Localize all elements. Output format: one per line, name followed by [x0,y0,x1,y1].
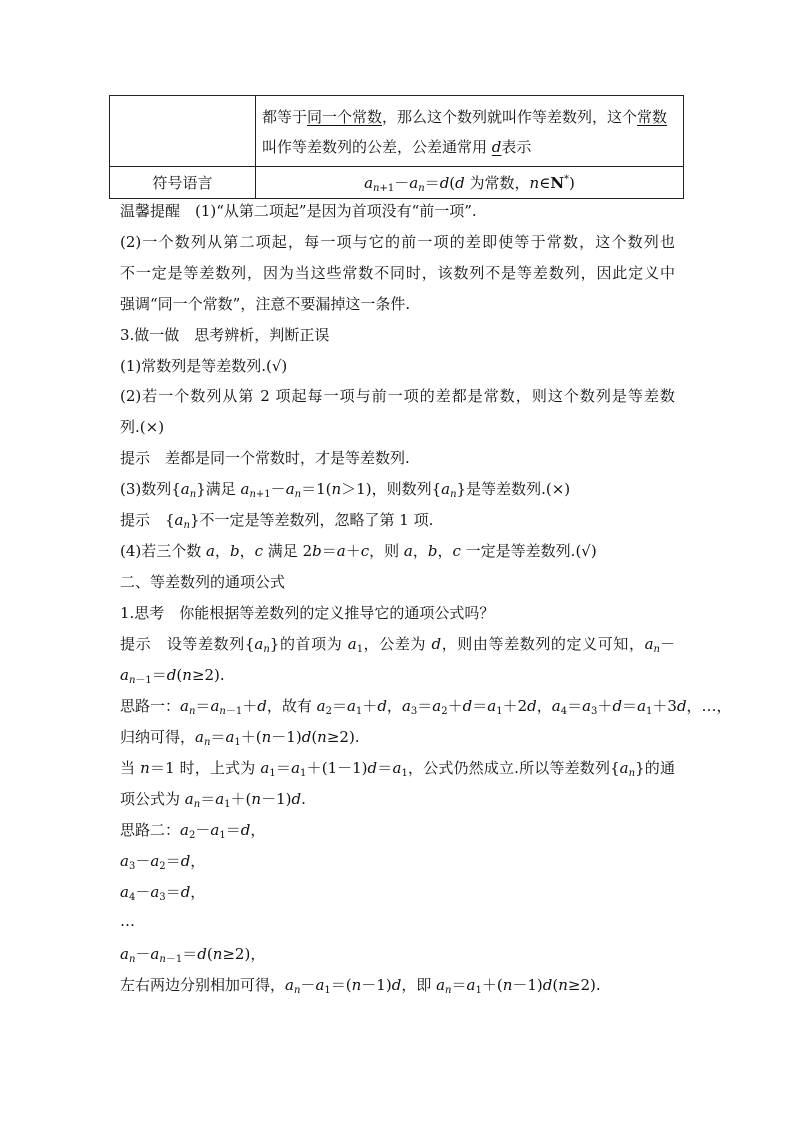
def-text: 叫作等差数列的公差，公差通常用 [262,138,492,156]
table-cell-empty-label [110,96,256,167]
question-4: (4)若三个数 a，b，c 满足 2b＝a＋c，则 a，b，c 一定是等差数列.(√) [120,542,597,560]
table-row-definition [110,96,684,167]
def-text: ，那么这个数列就叫作等差数列，这个 [382,108,638,126]
question-2a: (2)若一个数列从第 2 项起每一项与前一项的差都是常数，则这个数列是等差数 [120,387,675,405]
tip-line-2a: (2)一个数列从第二项起，每一项与它的前一项的差即使等于常数，这个数列也 [120,233,675,251]
def-text: 表示 [501,138,532,156]
approach-1-a: 思路一：$a_n=a_{n-1}+d$，故有 $a_2=a_1+d$，$a_3=a_2+d=a_1+2d$，$a_4=a_3+d=a_1+3d$，…， [120,697,732,717]
approach-2-line-n: $a_n-a_{n-1}=d(n\ge 2)$， [120,945,266,965]
question-1: (1)常数列是等差数列.(√) [120,357,288,375]
approach-2-line-1: 思路二：$a_2-a_1=d$， [120,821,266,841]
hint-2: 提示 $\{a_n\}$不一定是等差数列，忽略了第 1 项. [120,511,434,531]
hint-1: 提示 差都是同一个常数时，才是等差数列. [120,449,410,467]
tip-heading: 温馨提醒 (1)“从第二项起”是因为首项没有“前一项”. [120,202,477,220]
hint-derivation-a: 提示 设等差数列$\{a_n\}$的首项为 $a_1$，公差为 d，则由等差数列的定义可知，$a_n-$ [120,635,675,655]
approach-2-conclusion: 左右两边分别相加可得，$a_n-a_1=(n-1)d$，即 $a_n=a_1+(n-1)d(n\ge 2)$. [120,976,601,996]
case-n1-b: 项公式为 $a_n=a_1+(n-1)d$. [120,790,306,810]
definition-text-cell [256,96,684,167]
def-underlined-constant: 常数 [637,108,668,126]
def-underlined-d: d [491,138,502,156]
def-text: 都等于 [262,108,308,126]
hint-derivation-b: $a_{n-1}=d(n\ge 2)$. [120,666,225,686]
question-2b: 列.(×) [120,418,165,436]
table-row-symbol [110,167,684,199]
definition-table [109,95,684,199]
question-3: (3)数列$\{a_n\}$满足 $a_{n+1}-a_n=1(n>1)$，则数列$\{a_n\}$是等差数列.(×) [120,480,571,500]
case-n1-a: 当 n＝1 时，上式为 $a_1=a_1+(1-1)d=a_1$，公式仍然成立.所以等差数列$\{a_n\}$的通 [120,759,675,779]
practice-heading: 3.做一做 思考辨析，判断正误 [120,326,330,344]
tip-line-2b: 不一定是等差数列，因为当这些常数不同时，该数列不是等差数列，因此定义中 [120,264,675,282]
think-question: 1.思考 你能根据等差数列的定义推导它的通项公式吗？ [120,604,495,622]
approach-2-line-3: $a_4-a_3=d$， [120,883,206,903]
section-heading-2: 二、等差数列的通项公式 [120,573,286,591]
symbol-language-label: 符号语言 [110,167,256,199]
symbol-formula: $a_{n+1}-a_n=d(d$ 为常数，n∈N*) [256,167,684,199]
tip-line-2c: 强调“同一个常数”，注意不要漏掉这一条件. [120,295,411,313]
def-underlined-same-constant: 同一个常数 [307,108,383,126]
approach-2-ellipsis: … [120,912,135,930]
approach-2-line-2: $a_3-a_2=d$， [120,852,206,872]
approach-1-b: 归纳可得，$a_n=a_1+(n-1)d(n\ge 2)$. [120,728,360,748]
